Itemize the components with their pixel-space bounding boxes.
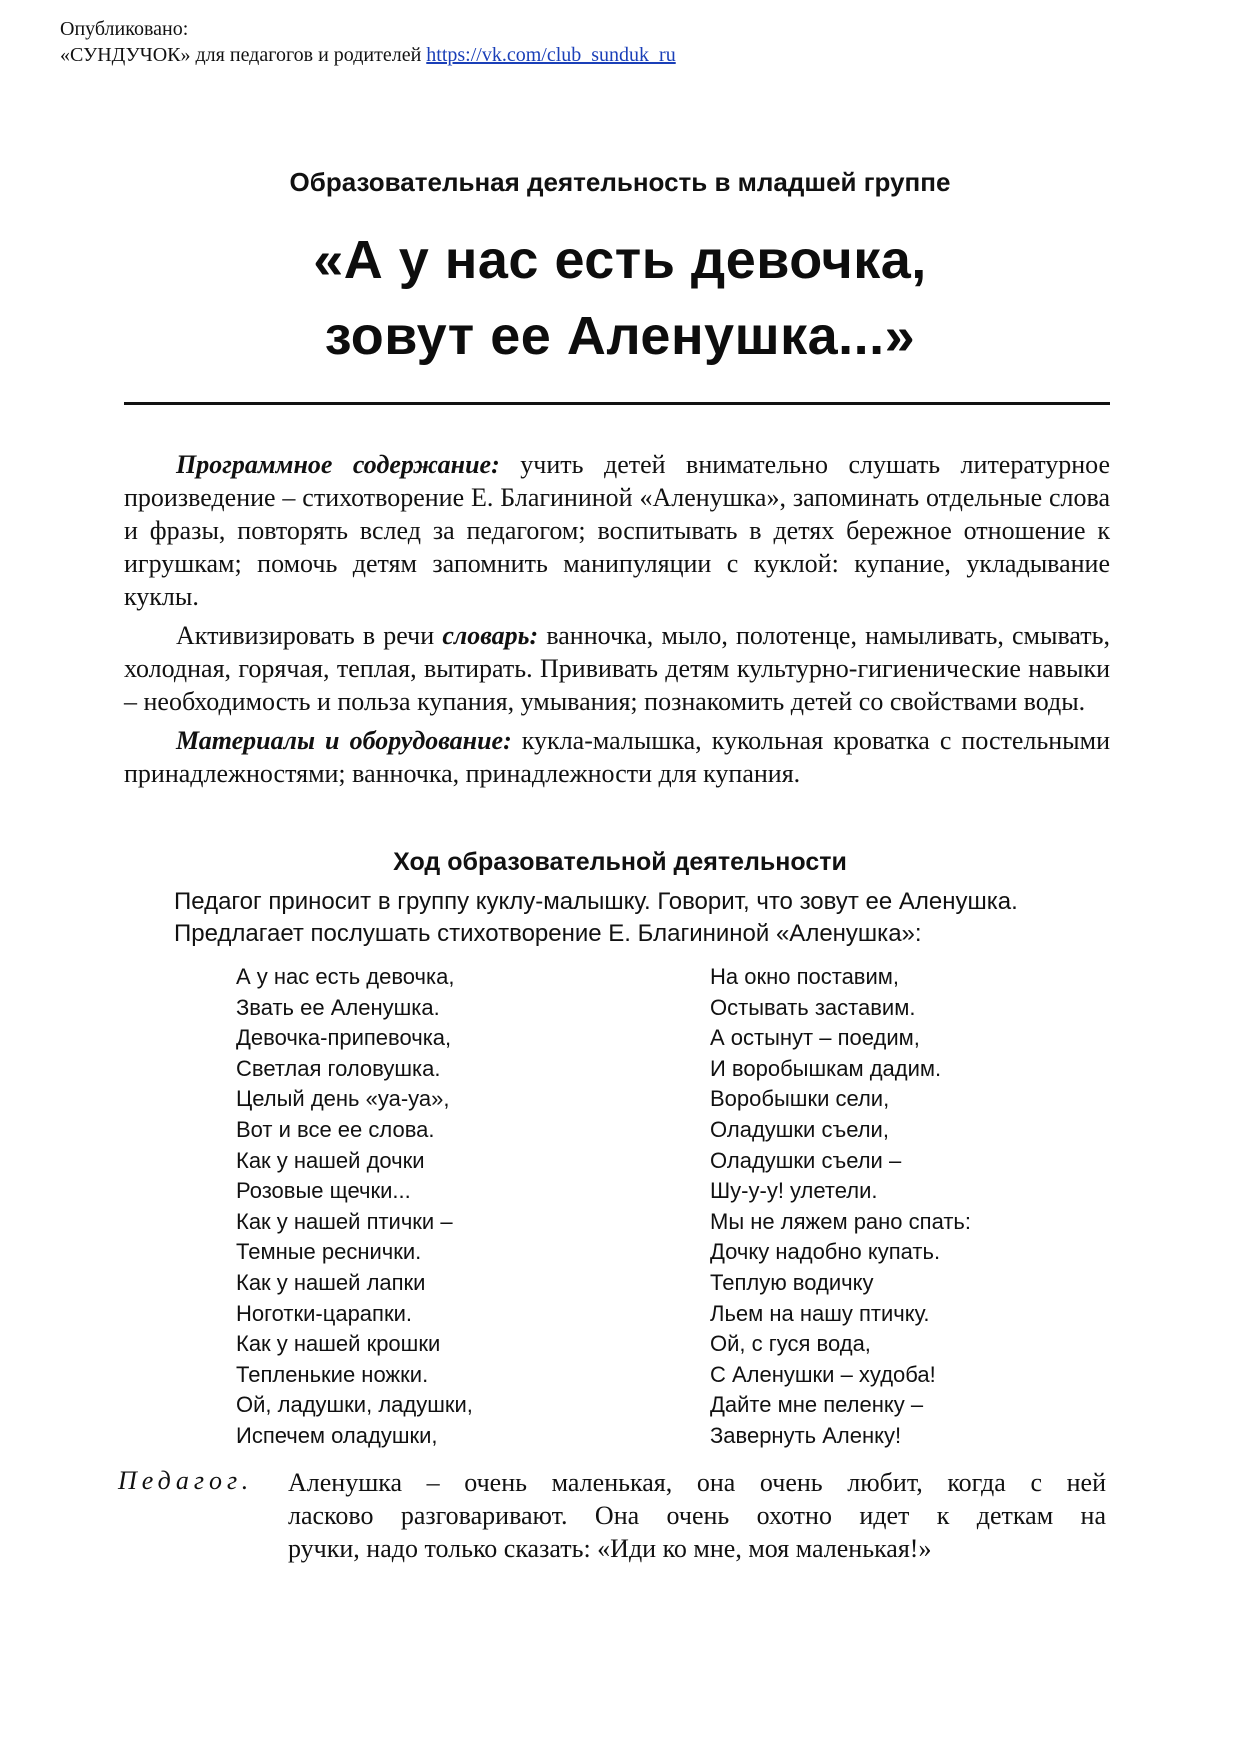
poem-line: На окно поставим, — [710, 964, 900, 989]
speaker-label: Педагог. — [118, 1466, 254, 1495]
poem-line: А остынут – поедим, — [710, 1025, 920, 1051]
program-text: учить детей внимательно слушать литературное произведение – стихотворение Е. Благининой «Аленушка», запоминать отдельные слова и фразы, повторять вслед за педагогом; воспитывать в детях бережное отношение к игрушкам; помочь детям запомнить манипуляции с куклой: купание, укладывание куклы. — [124, 450, 1111, 611]
poem-line: Дочку надобно купать. — [710, 1239, 941, 1265]
poem-line: Оладушки съели – — [710, 1147, 902, 1173]
activity-intro — [174, 886, 1114, 950]
title-divider — [124, 402, 1110, 405]
article-title — [0, 222, 1240, 374]
intro-line-1: Педагог приносит в группу куклу-малышку. Говорит, что зовут ее Аленушка. — [174, 888, 1018, 915]
poem-line: Как у нашей дочки — [236, 1147, 425, 1173]
article-body — [124, 448, 1110, 796]
poem-line: Девочка-припевочка, — [236, 1025, 452, 1051]
publication-note — [60, 16, 676, 68]
source-text: «СУНДУЧОК» для педагогов и родителей — [60, 44, 422, 66]
poem-line: Целый день «уа-уа», — [236, 1086, 450, 1112]
poem-line: Светлая головушка. — [236, 1055, 441, 1081]
poem-line: А у нас есть девочка, — [236, 964, 455, 989]
poem-line: Оладушки съели, — [710, 1116, 889, 1142]
poem-line: Воробышки сели, — [710, 1086, 890, 1112]
poem-line: Как у нашей крошки — [236, 1331, 441, 1357]
poem-line: Испечем оладушки, — [236, 1422, 438, 1448]
title-line-2: зовут ее Аленушка...» — [324, 306, 916, 366]
poem-line: Мы не ляжем рано спать: — [710, 1208, 971, 1234]
materials-paragraph — [124, 724, 1110, 790]
poem-line: Остывать заставим. — [710, 994, 916, 1020]
poem-line: Ой, с гуся вода, — [710, 1331, 871, 1357]
published-label: Опубликовано: — [60, 18, 189, 40]
teacher-speech — [288, 1466, 1106, 1565]
vocabulary-paragraph — [124, 619, 1110, 718]
program-paragraph — [124, 448, 1110, 613]
poem-line: С Аленушки – худоба! — [710, 1361, 936, 1387]
program-label: Программное содержание: — [176, 450, 500, 479]
poem-line: Звать ее Аленушка. — [236, 994, 440, 1020]
poem-line: Дайте мне пеленку – — [710, 1392, 924, 1418]
poem-line: Теплую водичку — [710, 1269, 874, 1295]
poem-column-right — [710, 962, 971, 1452]
poem-line: Тепленькие ножки. — [236, 1361, 429, 1387]
poem-line: Вот и все ее слова. — [236, 1116, 435, 1142]
vocab-text: ванночка, мыло, полотенце, намыливать, смывать, холодная, горячая, теплая, вытирать. Прививать детям культурно-гигиенические навыки – необходимость и польза купания, умывания; познакомить детей со свойствами воды. — [124, 621, 1110, 716]
source-link[interactable]: https://vk.com/club_sunduk_ru — [426, 44, 676, 66]
intro-line-2: Предлагает послушать стихотворение Е. Благининой «Аленушка»: — [174, 920, 922, 947]
speech-line-3: ручки, надо только сказать: «Иди ко мне, моя маленькая!» — [288, 1534, 932, 1563]
poem-column-left — [236, 962, 473, 1452]
title-line-1: «А у нас есть девочка, — [313, 230, 927, 290]
poem-line: Ноготки-царапки. — [236, 1300, 412, 1326]
poem-line: Шу-у-у! улетели. — [710, 1178, 878, 1204]
speech-line-1: Аленушка – очень маленькая, она очень любит, когда с ней — [288, 1468, 1106, 1497]
poem-line: Завернуть Аленку! — [710, 1422, 902, 1448]
article-subtitle: Образовательная деятельность в младшей группе — [289, 167, 951, 197]
poem-line: И воробышкам дадим. — [710, 1055, 942, 1081]
materials-label: Материалы и оборудование: — [176, 726, 512, 755]
section-heading: Ход образовательной деятельности — [393, 848, 847, 876]
vocab-label: словарь: — [442, 621, 539, 650]
poem-line: Льем на нашу птичку. — [710, 1300, 930, 1326]
poem-line: Ой, ладушки, ладушки, — [236, 1392, 473, 1418]
poem-line: Розовые щечки... — [236, 1178, 411, 1204]
source-line — [60, 42, 676, 68]
poem-line: Темные реснички. — [236, 1239, 422, 1265]
poem-line: Как у нашей лапки — [236, 1269, 426, 1295]
vocab-prefix: Активизировать в речи — [176, 621, 435, 650]
materials-text: кукла-малышка, кукольная кроватка с постельными принадлежностями; ванночка, принадлежности для купания. — [124, 726, 1111, 788]
speech-line-2: ласково разговаривают. Она очень охотно идет к деткам на — [288, 1501, 1106, 1530]
poem-line: Как у нашей птички – — [236, 1208, 453, 1234]
